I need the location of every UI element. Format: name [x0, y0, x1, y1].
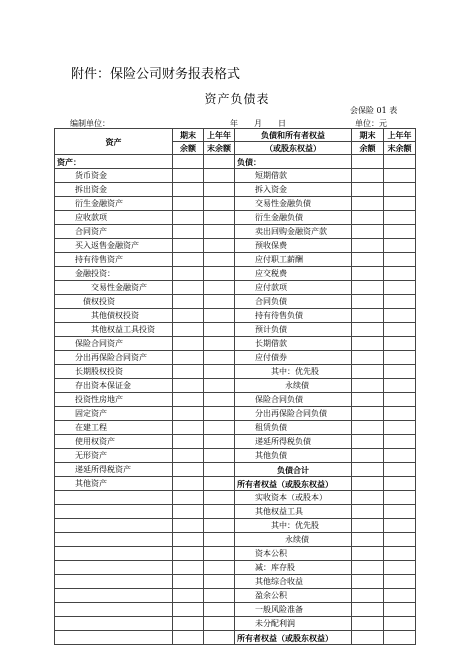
preparing-unit-label: 编制单位：	[70, 119, 110, 128]
liability-prior-year-cell	[384, 323, 416, 337]
asset-prior-year-cell	[204, 281, 235, 295]
table-row	[55, 547, 416, 561]
asset-label: 货币资金	[55, 169, 173, 183]
date-label: 年 月 日	[230, 119, 286, 128]
asset-label: 金融投资：	[55, 267, 173, 281]
liability-closing-balance-cell	[352, 603, 384, 617]
liability-closing-balance-cell	[352, 547, 384, 561]
liability-label: 其他负债	[235, 449, 352, 463]
liability-label: 保险合同负债	[235, 393, 352, 407]
liability-prior-year-cell	[384, 561, 416, 575]
liability-label: 交易性金融负债	[235, 197, 352, 211]
table-row	[55, 617, 416, 631]
form-code: 会保险 01 表	[350, 106, 398, 115]
asset-prior-year-cell	[204, 379, 235, 393]
liability-label: 应交税费	[235, 267, 352, 281]
table-row	[55, 309, 416, 323]
asset-closing-balance-cell	[173, 267, 204, 281]
liability-label: 合同负债	[235, 295, 352, 309]
asset-label: 持有待售资产	[55, 253, 173, 267]
asset-label	[55, 547, 173, 561]
asset-label: 在建工程	[55, 421, 173, 435]
liability-prior-year-cell	[384, 183, 416, 197]
table-row	[55, 379, 416, 393]
header-closing-balance2-2: 余额	[352, 142, 384, 155]
table-row	[55, 351, 416, 365]
asset-label: 长期股权投资	[55, 365, 173, 379]
liability-label: 拆入资金	[235, 183, 352, 197]
asset-closing-balance-cell	[173, 211, 204, 225]
liability-closing-balance-cell	[352, 169, 384, 183]
asset-closing-balance-cell	[173, 295, 204, 309]
liability-label: 长期借款	[235, 337, 352, 351]
header-prior-year-2: 末余额	[204, 142, 235, 155]
balance-sheet-table	[54, 128, 416, 645]
liability-label: 负债：	[235, 155, 352, 169]
liability-label: 递延所得税负债	[235, 435, 352, 449]
liability-label: 减：库存股	[235, 561, 352, 575]
liability-closing-balance-cell	[352, 631, 384, 645]
table-row	[55, 225, 416, 239]
asset-closing-balance-cell	[173, 463, 204, 477]
liability-closing-balance-cell	[352, 491, 384, 505]
table-row	[55, 631, 416, 645]
liability-closing-balance-cell	[352, 421, 384, 435]
liability-prior-year-cell	[384, 547, 416, 561]
asset-closing-balance-cell	[173, 225, 204, 239]
liability-label: 其中：优先股	[235, 365, 352, 379]
asset-prior-year-cell	[204, 155, 235, 169]
header-liabilities-2: （或股东权益）	[235, 142, 352, 155]
table-row	[55, 323, 416, 337]
header-prior-year2-2: 末余额	[384, 142, 416, 155]
asset-prior-year-cell	[204, 435, 235, 449]
attachment-title: 附件：保险公司财务报表格式	[71, 67, 241, 82]
liability-prior-year-cell	[384, 295, 416, 309]
table-row	[55, 211, 416, 225]
liability-closing-balance-cell	[352, 589, 384, 603]
liability-label: 未分配利润	[235, 617, 352, 631]
liability-closing-balance-cell	[352, 407, 384, 421]
asset-prior-year-cell	[204, 463, 235, 477]
liability-label: 一般风险准备	[235, 603, 352, 617]
table-row	[55, 477, 416, 491]
asset-prior-year-cell	[204, 309, 235, 323]
liability-closing-balance-cell	[352, 281, 384, 295]
liability-label: 持有待售负债	[235, 309, 352, 323]
asset-label: 递延所得税资产	[55, 463, 173, 477]
asset-prior-year-cell	[204, 239, 235, 253]
asset-label: 保险合同资产	[55, 337, 173, 351]
asset-label: 买入返售金融资产	[55, 239, 173, 253]
asset-prior-year-cell	[204, 519, 235, 533]
asset-label: 合同资产	[55, 225, 173, 239]
liability-prior-year-cell	[384, 575, 416, 589]
liability-closing-balance-cell	[352, 239, 384, 253]
liability-closing-balance-cell	[352, 519, 384, 533]
asset-closing-balance-cell	[173, 393, 204, 407]
asset-closing-balance-cell	[173, 449, 204, 463]
table-row	[55, 239, 416, 253]
liability-label: 所有者权益（或股东权益）	[235, 477, 352, 491]
liability-prior-year-cell	[384, 407, 416, 421]
table-row	[55, 295, 416, 309]
asset-closing-balance-cell	[173, 239, 204, 253]
liability-label: 资本公积	[235, 547, 352, 561]
asset-label: 其他权益工具投资	[55, 323, 173, 337]
asset-label	[55, 575, 173, 589]
table-row	[55, 449, 416, 463]
asset-label	[55, 519, 173, 533]
asset-prior-year-cell	[204, 575, 235, 589]
liability-closing-balance-cell	[352, 337, 384, 351]
asset-prior-year-cell	[204, 225, 235, 239]
asset-closing-balance-cell	[173, 323, 204, 337]
liability-label: 预计负债	[235, 323, 352, 337]
liability-prior-year-cell	[384, 169, 416, 183]
header-row	[55, 129, 416, 142]
liability-label: 永续债	[235, 379, 352, 393]
liability-label: 所有者权益（或股东权益）	[235, 631, 352, 645]
asset-prior-year-cell	[204, 547, 235, 561]
liability-closing-balance-cell	[352, 309, 384, 323]
asset-label: 存出资本保证金	[55, 379, 173, 393]
asset-closing-balance-cell	[173, 603, 204, 617]
asset-prior-year-cell	[204, 337, 235, 351]
asset-prior-year-cell	[204, 169, 235, 183]
asset-label: 资产：	[55, 155, 173, 169]
asset-label	[55, 533, 173, 547]
liability-closing-balance-cell	[352, 561, 384, 575]
header-assets: 资产	[55, 129, 173, 155]
liability-prior-year-cell	[384, 603, 416, 617]
liability-prior-year-cell	[384, 379, 416, 393]
liability-prior-year-cell	[384, 309, 416, 323]
asset-prior-year-cell	[204, 631, 235, 645]
asset-closing-balance-cell	[173, 533, 204, 547]
liability-prior-year-cell	[384, 617, 416, 631]
table-row	[55, 267, 416, 281]
asset-prior-year-cell	[204, 351, 235, 365]
asset-closing-balance-cell	[173, 155, 204, 169]
liability-prior-year-cell	[384, 197, 416, 211]
asset-closing-balance-cell	[173, 561, 204, 575]
liability-prior-year-cell	[384, 211, 416, 225]
table-row	[55, 575, 416, 589]
asset-closing-balance-cell	[173, 631, 204, 645]
table-row	[55, 281, 416, 295]
asset-closing-balance-cell	[173, 281, 204, 295]
liability-prior-year-cell	[384, 589, 416, 603]
asset-label	[55, 589, 173, 603]
liability-closing-balance-cell	[352, 393, 384, 407]
table-row	[55, 253, 416, 267]
liability-closing-balance-cell	[352, 155, 384, 169]
liability-closing-balance-cell	[352, 365, 384, 379]
asset-closing-balance-cell	[173, 505, 204, 519]
asset-closing-balance-cell	[173, 309, 204, 323]
liability-prior-year-cell	[384, 267, 416, 281]
liability-prior-year-cell	[384, 533, 416, 547]
asset-label: 无形资产	[55, 449, 173, 463]
liability-prior-year-cell	[384, 225, 416, 239]
liability-label: 分出再保险合同负债	[235, 407, 352, 421]
asset-prior-year-cell	[204, 477, 235, 491]
asset-label	[55, 561, 173, 575]
liability-prior-year-cell	[384, 351, 416, 365]
asset-prior-year-cell	[204, 183, 235, 197]
liability-closing-balance-cell	[352, 351, 384, 365]
asset-closing-balance-cell	[173, 253, 204, 267]
asset-closing-balance-cell	[173, 407, 204, 421]
asset-prior-year-cell	[204, 449, 235, 463]
table-row	[55, 603, 416, 617]
liability-closing-balance-cell	[352, 323, 384, 337]
header-closing-balance-1: 期末	[173, 129, 204, 142]
asset-prior-year-cell	[204, 505, 235, 519]
asset-label	[55, 505, 173, 519]
liability-prior-year-cell	[384, 365, 416, 379]
asset-prior-year-cell	[204, 253, 235, 267]
liability-prior-year-cell	[384, 505, 416, 519]
liability-label: 实收资本（或股本）	[235, 491, 352, 505]
asset-prior-year-cell	[204, 589, 235, 603]
liability-closing-balance-cell	[352, 211, 384, 225]
asset-closing-balance-cell	[173, 169, 204, 183]
table-row	[55, 519, 416, 533]
asset-closing-balance-cell	[173, 435, 204, 449]
asset-closing-balance-cell	[173, 379, 204, 393]
liability-closing-balance-cell	[352, 225, 384, 239]
asset-closing-balance-cell	[173, 575, 204, 589]
liability-closing-balance-cell	[352, 533, 384, 547]
liability-closing-balance-cell	[352, 379, 384, 393]
asset-prior-year-cell	[204, 295, 235, 309]
header-closing-balance-2: 余额	[173, 142, 204, 155]
asset-label	[55, 603, 173, 617]
liability-prior-year-cell	[384, 463, 416, 477]
table-row	[55, 505, 416, 519]
liability-closing-balance-cell	[352, 449, 384, 463]
liability-prior-year-cell	[384, 155, 416, 169]
liability-closing-balance-cell	[352, 267, 384, 281]
liability-closing-balance-cell	[352, 295, 384, 309]
liability-label: 负债合计	[235, 463, 352, 477]
liability-prior-year-cell	[384, 337, 416, 351]
asset-prior-year-cell	[204, 267, 235, 281]
asset-label	[55, 631, 173, 645]
asset-prior-year-cell	[204, 491, 235, 505]
liability-prior-year-cell	[384, 421, 416, 435]
asset-closing-balance-cell	[173, 589, 204, 603]
liability-closing-balance-cell	[352, 463, 384, 477]
asset-label: 拆出资金	[55, 183, 173, 197]
asset-prior-year-cell	[204, 617, 235, 631]
table-row	[55, 421, 416, 435]
liability-closing-balance-cell	[352, 253, 384, 267]
liability-label: 其中：优先股	[235, 519, 352, 533]
table-row	[55, 393, 416, 407]
liability-prior-year-cell	[384, 519, 416, 533]
liability-closing-balance-cell	[352, 197, 384, 211]
asset-prior-year-cell	[204, 197, 235, 211]
table-row	[55, 169, 416, 183]
asset-label: 分出再保险合同资产	[55, 351, 173, 365]
table-row	[55, 155, 416, 169]
header-closing-balance2-1: 期末	[352, 129, 384, 142]
asset-prior-year-cell	[204, 393, 235, 407]
asset-label: 债权投资	[55, 295, 173, 309]
table-row	[55, 197, 416, 211]
asset-label	[55, 491, 173, 505]
liability-prior-year-cell	[384, 435, 416, 449]
liability-label: 应付债券	[235, 351, 352, 365]
table-row	[55, 463, 416, 477]
asset-closing-balance-cell	[173, 337, 204, 351]
liability-label: 其他权益工具	[235, 505, 352, 519]
liability-label: 盈余公积	[235, 589, 352, 603]
liability-closing-balance-cell	[352, 435, 384, 449]
asset-prior-year-cell	[204, 603, 235, 617]
table-row	[55, 561, 416, 575]
asset-prior-year-cell	[204, 211, 235, 225]
liability-label: 永续债	[235, 533, 352, 547]
liability-label: 其他综合收益	[235, 575, 352, 589]
liability-prior-year-cell	[384, 491, 416, 505]
asset-label: 交易性金融资产	[55, 281, 173, 295]
liability-label: 预收保费	[235, 239, 352, 253]
liability-prior-year-cell	[384, 393, 416, 407]
asset-label: 固定资产	[55, 407, 173, 421]
asset-label: 其他资产	[55, 477, 173, 491]
liability-closing-balance-cell	[352, 183, 384, 197]
asset-closing-balance-cell	[173, 617, 204, 631]
asset-closing-balance-cell	[173, 365, 204, 379]
header-liabilities-1: 负债和所有者权益	[235, 129, 352, 142]
table-row	[55, 407, 416, 421]
liability-prior-year-cell	[384, 253, 416, 267]
liability-prior-year-cell	[384, 239, 416, 253]
liability-closing-balance-cell	[352, 575, 384, 589]
table-row	[55, 435, 416, 449]
table-row	[55, 491, 416, 505]
asset-prior-year-cell	[204, 561, 235, 575]
asset-closing-balance-cell	[173, 477, 204, 491]
liability-prior-year-cell	[384, 631, 416, 645]
header-prior-year-1: 上年年	[204, 129, 235, 142]
asset-closing-balance-cell	[173, 421, 204, 435]
balance-sheet-title: 资产负债表	[204, 92, 270, 106]
table-row	[55, 533, 416, 547]
asset-label	[55, 617, 173, 631]
table-row	[55, 365, 416, 379]
asset-label: 应收款项	[55, 211, 173, 225]
liability-label: 应付款项	[235, 281, 352, 295]
asset-closing-balance-cell	[173, 491, 204, 505]
asset-closing-balance-cell	[173, 197, 204, 211]
liability-label: 应付职工薪酬	[235, 253, 352, 267]
liability-label: 卖出回购金融资产款	[235, 225, 352, 239]
table-row	[55, 183, 416, 197]
liability-prior-year-cell	[384, 449, 416, 463]
asset-label: 衍生金融资产	[55, 197, 173, 211]
table-row	[55, 337, 416, 351]
asset-prior-year-cell	[204, 533, 235, 547]
asset-label: 使用权资产	[55, 435, 173, 449]
asset-closing-balance-cell	[173, 183, 204, 197]
asset-closing-balance-cell	[173, 351, 204, 365]
asset-prior-year-cell	[204, 323, 235, 337]
asset-closing-balance-cell	[173, 547, 204, 561]
table-row	[55, 589, 416, 603]
asset-label: 投资性房地产	[55, 393, 173, 407]
liability-closing-balance-cell	[352, 505, 384, 519]
liability-label: 短期借款	[235, 169, 352, 183]
currency-unit-label: 单位：元	[355, 119, 387, 128]
asset-closing-balance-cell	[173, 519, 204, 533]
liability-label: 衍生金融负债	[235, 211, 352, 225]
asset-label: 其他债权投资	[55, 309, 173, 323]
asset-prior-year-cell	[204, 407, 235, 421]
header-prior-year2-1: 上年年	[384, 129, 416, 142]
asset-prior-year-cell	[204, 421, 235, 435]
liability-label: 租赁负债	[235, 421, 352, 435]
asset-prior-year-cell	[204, 365, 235, 379]
liability-prior-year-cell	[384, 477, 416, 491]
liability-closing-balance-cell	[352, 617, 384, 631]
liability-prior-year-cell	[384, 281, 416, 295]
liability-closing-balance-cell	[352, 477, 384, 491]
